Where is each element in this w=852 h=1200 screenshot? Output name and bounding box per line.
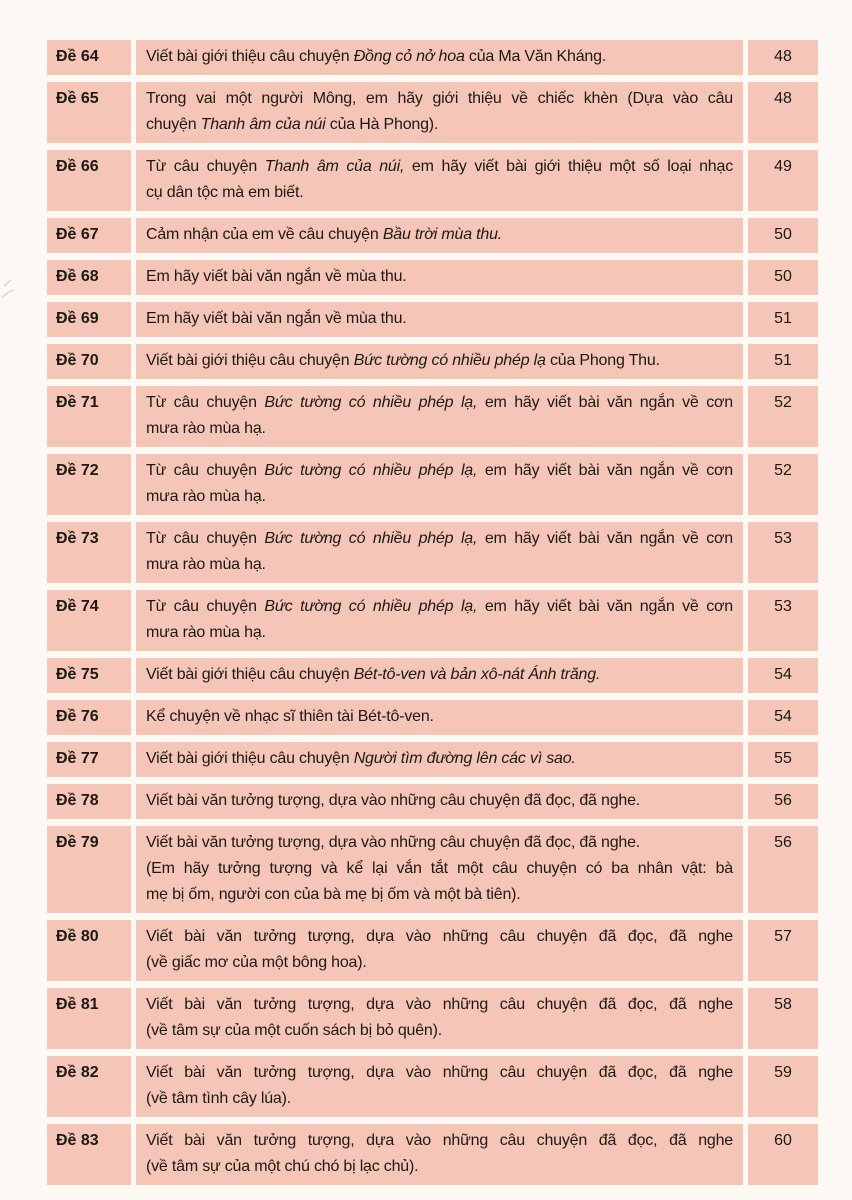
exercise-label: Đề 77 [47,742,131,777]
page-number: 54 [748,658,818,693]
text-segment: (về giấc mơ của một bông hoa). [146,954,367,971]
text-segment: Viết bài văn tưởng tượng, dựa vào những câu chuyện đã đọc, đã nghe [146,1064,733,1081]
toc-row [47,454,818,515]
story-title-italic: Bức tường có nhiều phép lạ, [264,598,478,615]
exercise-description [136,590,743,651]
text-segment: em hãy viết bài văn ngắn về cơn [477,462,733,479]
story-title-italic: Bức tường có nhiều phép lạ [353,352,546,369]
exercise-label: Đề 65 [47,82,131,143]
description-line [146,950,733,976]
toc-row [47,590,818,651]
exercise-label: Đề 64 [47,40,131,75]
text-segment: Viết bài văn tưởng tượng, dựa vào những câu chuyện đã đọc, đã nghe [146,928,733,945]
page-number: 58 [748,988,818,1049]
story-title-italic: Bét-tô-ven và bản xô-nát Ánh trăng. [353,666,601,683]
exercise-description [136,784,743,819]
toc-row [47,302,818,337]
text-segment: mưa rào mùa hạ. [146,420,266,437]
toc-row [47,920,818,981]
toc-row [47,784,818,819]
text-segment: của Hà Phong). [325,116,439,133]
story-title-italic: Bức tường có nhiều phép lạ, [264,462,478,479]
description-line [146,458,733,484]
text-segment: mưa rào mùa hạ. [146,488,266,505]
exercise-description [136,742,743,777]
toc-row [47,82,818,143]
description-line [146,264,733,290]
page-number: 51 [748,302,818,337]
description-line [146,222,733,248]
toc-row [47,386,818,447]
page-number: 51 [748,344,818,379]
toc-row [47,742,818,777]
description-line [146,594,733,620]
description-line [146,830,733,856]
text-segment: Cảm nhận của em về câu chuyện [146,226,383,243]
exercise-label: Đề 80 [47,920,131,981]
toc-row [47,260,818,295]
exercise-description [136,1056,743,1117]
description-line [146,180,733,206]
story-title-italic: Bức tường có nhiều phép lạ, [264,394,478,411]
description-line [146,1128,733,1154]
page-number: 53 [748,590,818,651]
toc-row [47,344,818,379]
exercise-description [136,344,743,379]
exercise-description [136,82,743,143]
description-line [146,416,733,442]
text-segment: (về tâm sự của một chú chó bị lạc chủ). [146,1158,419,1175]
exercise-label: Đề 69 [47,302,131,337]
exercise-label: Đề 82 [47,1056,131,1117]
story-title-italic: Thanh âm của núi, [264,158,405,175]
exercise-description [136,302,743,337]
description-line [146,882,733,908]
exercise-label: Đề 74 [47,590,131,651]
description-line [146,154,733,180]
exercise-label: Đề 72 [47,454,131,515]
toc-row [47,218,818,253]
text-segment: Từ câu chuyện [146,598,265,615]
page-number: 56 [748,784,818,819]
story-title-italic: Người tìm đường lên các vì sao. [353,750,576,767]
exercise-label: Đề 67 [47,218,131,253]
description-line [146,992,733,1018]
toc-row [47,700,818,735]
text-segment: Kể chuyện về nhạc sĩ thiên tài Bét-tô-ven. [146,708,434,725]
text-segment: Từ câu chuyện [146,530,265,547]
text-segment: cụ dân tộc mà em biết. [146,184,304,201]
exercise-label: Đề 75 [47,658,131,693]
exercise-description [136,260,743,295]
text-segment: Trong vai một người Mông, em hãy giới thiệu về chiếc khèn (Dựa vào câu [146,90,733,107]
toc-row [47,522,818,583]
text-segment: em hãy viết bài văn ngắn về cơn [477,394,733,411]
exercise-label: Đề 79 [47,826,131,913]
page-number: 52 [748,454,818,515]
exercise-description [136,826,743,913]
text-segment: Từ câu chuyện [146,462,265,479]
page-number: 55 [748,742,818,777]
text-segment: Em hãy viết bài văn ngắn về mùa thu. [146,310,407,327]
text-segment: em hãy viết bài giới thiệu một số loại nhạc [404,158,734,175]
description-line [146,662,733,688]
page-number: 48 [748,82,818,143]
description-line [146,1154,733,1180]
exercise-label: Đề 71 [47,386,131,447]
text-segment: (Em hãy tưởng tượng và kể lại vắn tắt một câu chuyện có ba nhân vật: bà [146,860,733,877]
toc-row [47,1056,818,1117]
description-line [146,1018,733,1044]
description-line [146,348,733,374]
text-segment: mưa rào mùa hạ. [146,556,266,573]
page-number: 50 [748,260,818,295]
text-segment: của Ma Văn Kháng. [464,48,607,65]
description-line [146,86,733,112]
description-line [146,746,733,772]
toc-row [47,826,818,913]
description-line [146,484,733,510]
text-segment: Viết bài văn tưởng tượng, dựa vào những câu chuyện đã đọc, đã nghe [146,996,733,1013]
exercise-description [136,218,743,253]
page-number: 60 [748,1124,818,1185]
exercise-description [136,454,743,515]
description-line [146,44,733,70]
stray-pencil-mark [1,276,23,302]
text-segment: (về tâm tình cây lúa). [146,1090,291,1107]
exercise-description [136,386,743,447]
story-title-italic: Bức tường có nhiều phép lạ, [264,530,478,547]
text-segment: chuyện [146,116,201,133]
text-segment: Viết bài giới thiệu câu chuyện [146,352,354,369]
page-number: 57 [748,920,818,981]
text-segment: Từ câu chuyện [146,394,265,411]
exercise-label: Đề 68 [47,260,131,295]
exercise-label: Đề 78 [47,784,131,819]
page-number: 49 [748,150,818,211]
exercise-description [136,522,743,583]
text-segment: Viết bài giới thiệu câu chuyện [146,48,354,65]
story-title-italic: Đồng cỏ nở hoa [353,48,465,65]
exercise-label: Đề 76 [47,700,131,735]
text-segment: Em hãy viết bài văn ngắn về mùa thu. [146,268,407,285]
page-number: 48 [748,40,818,75]
text-segment: mẹ bị ốm, người con của bà mẹ bị ốm và một bà tiên). [146,886,521,903]
description-line [146,390,733,416]
description-line [146,924,733,950]
description-line [146,1060,733,1086]
text-segment: em hãy viết bài văn ngắn về cơn [477,530,733,547]
description-line [146,526,733,552]
exercise-label: Đề 83 [47,1124,131,1185]
exercise-description [136,988,743,1049]
text-segment: Viết bài văn tưởng tượng, dựa vào những câu chuyện đã đọc, đã nghe. [146,834,641,851]
toc-row [47,150,818,211]
description-line [146,1086,733,1112]
toc-row [47,988,818,1049]
text-segment: Viết bài văn tưởng tượng, dựa vào những câu chuyện đã đọc, đã nghe. [146,792,641,809]
text-segment: của Phong Thu. [545,352,660,369]
text-segment: mưa rào mùa hạ. [146,624,266,641]
description-line [146,552,733,578]
text-segment: (về tâm sự của một cuốn sách bị bỏ quên). [146,1022,442,1039]
toc-row [47,658,818,693]
page-number: 56 [748,826,818,913]
page-number: 53 [748,522,818,583]
description-line [146,112,733,138]
exercise-description [136,150,743,211]
exercise-description [136,658,743,693]
story-title-italic: Thanh âm của núi [200,116,326,133]
page-number: 59 [748,1056,818,1117]
exercise-description [136,920,743,981]
toc-table [47,40,818,1185]
exercise-description [136,700,743,735]
description-line [146,856,733,882]
description-line [146,306,733,332]
text-segment: Từ câu chuyện [146,158,265,175]
page-number: 54 [748,700,818,735]
text-segment: Viết bài giới thiệu câu chuyện [146,750,354,767]
description-line [146,788,733,814]
page-number: 52 [748,386,818,447]
story-title-italic: Bầu trời mùa thu. [382,226,503,243]
exercise-label: Đề 70 [47,344,131,379]
text-segment: Viết bài giới thiệu câu chuyện [146,666,354,683]
page-number: 50 [748,218,818,253]
text-segment: Viết bài văn tưởng tượng, dựa vào những câu chuyện đã đọc, đã nghe [146,1132,733,1149]
exercise-description [136,40,743,75]
description-line [146,704,733,730]
toc-row [47,40,818,75]
exercise-label: Đề 66 [47,150,131,211]
exercise-label: Đề 73 [47,522,131,583]
text-segment: em hãy viết bài văn ngắn về cơn [477,598,733,615]
description-line [146,620,733,646]
exercise-label: Đề 81 [47,988,131,1049]
exercise-description [136,1124,743,1185]
toc-row [47,1124,818,1185]
